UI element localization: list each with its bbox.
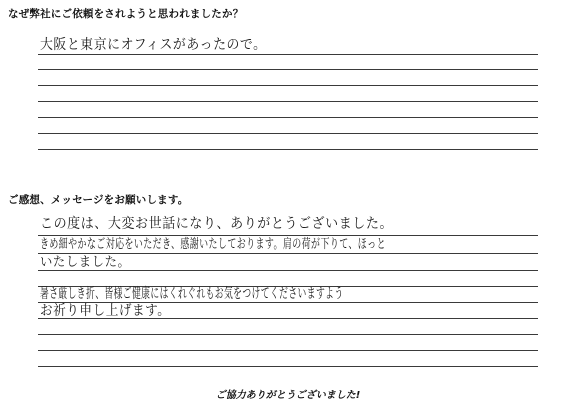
- writing-line: [38, 85, 538, 86]
- writing-line: [38, 117, 538, 118]
- writing-line: [38, 149, 538, 150]
- writing-line: [38, 334, 538, 335]
- handwritten-answer-line: この度は、大変お世話になり、ありがとうございました。: [40, 216, 394, 232]
- writing-line: [38, 69, 538, 70]
- writing-line: [38, 54, 538, 55]
- writing-line: [38, 101, 538, 102]
- writing-line: [38, 235, 538, 236]
- handwritten-answer-line: お祈り申し上げます。: [40, 303, 171, 319]
- handwritten-answer-line: 暑さ厳しき折、皆様ご健康にはくれぐれもお気をつけてくださいますよう: [40, 286, 344, 302]
- handwritten-answer-line: きめ細やかなご対応をいただき、感謝いたしております。肩の荷が下りて、ほっと: [40, 237, 386, 252]
- writing-line: [38, 350, 538, 351]
- handwritten-answer-line: いたしました。: [40, 255, 131, 270]
- question-feedback: ご感想、メッセージをお願いします。: [8, 194, 189, 206]
- writing-line: [38, 133, 538, 134]
- writing-line: [38, 366, 538, 367]
- thank-you-footer: ご協力ありがとうございました!: [215, 390, 361, 401]
- writing-line: [38, 253, 538, 254]
- question-why-chose-us: なぜ弊社にご依頼をされようと思われましたか？: [8, 8, 244, 20]
- handwritten-answer-line: 大阪と東京にオフィスがあったので。: [40, 37, 267, 53]
